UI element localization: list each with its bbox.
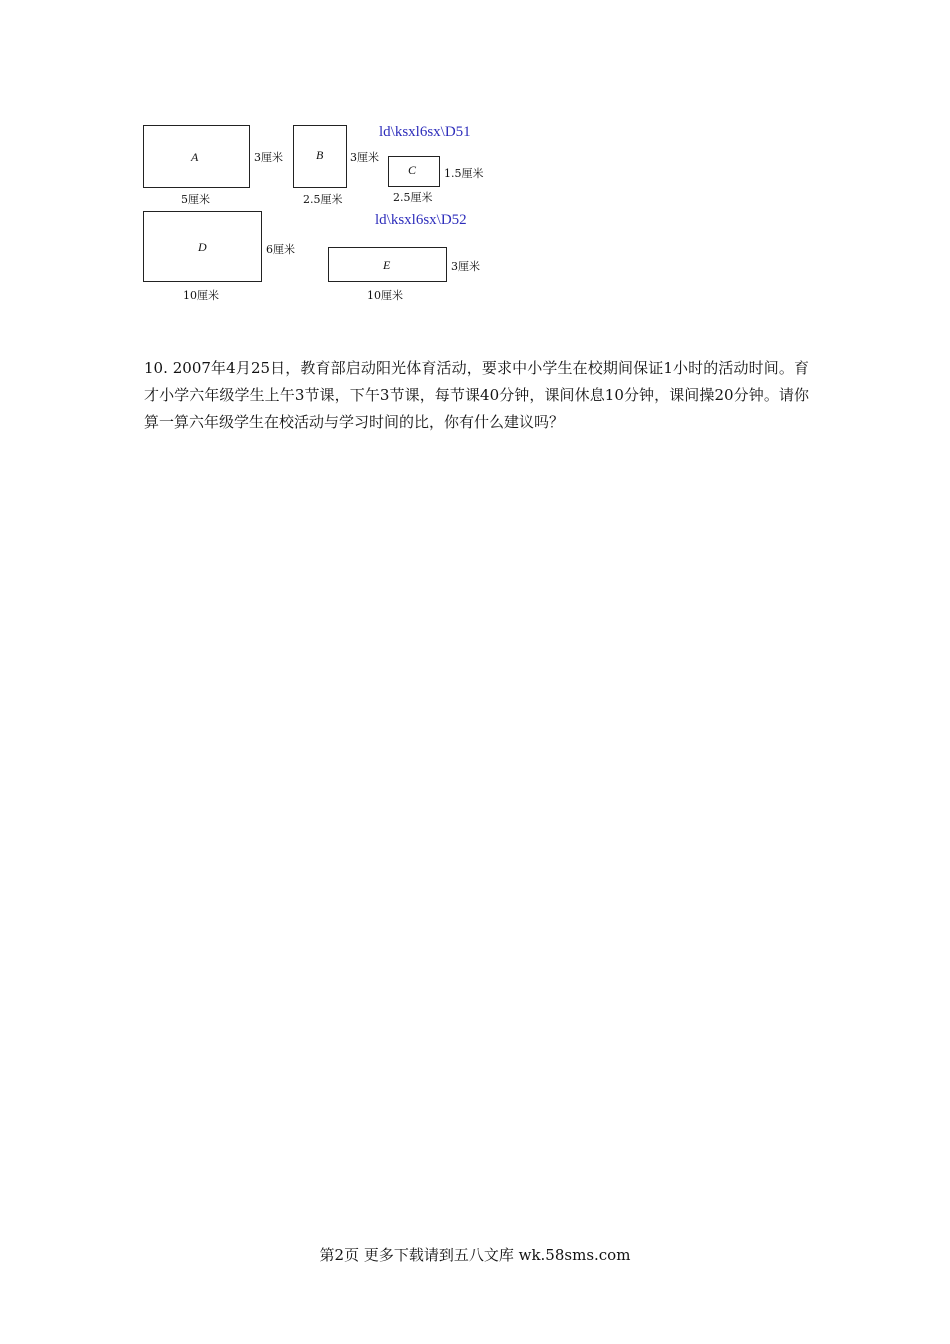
rectangle-e-label: E: [383, 258, 391, 272]
rectangle-a-label: A: [191, 150, 199, 164]
figure-code-d52: ld\ksxl6sx\D52: [375, 212, 467, 228]
rectangle-c-label: C: [408, 163, 417, 177]
rectangle-b-height: 3厘米: [350, 151, 379, 164]
question-10: 10. 2007年4月25日，教育部启动阳光体育活动，要求中小学生在校期间保证1小时的活动时间。育才小学六年级学生上午3节课，下午3节课，每节课40分钟，课间休息10分钟，课间操20分钟。请你算一算六年级学生在校活动与学习时间的比，你有什么建议吗？: [144, 359, 809, 431]
rectangle-d-width: 10厘米: [183, 289, 219, 302]
rectangle-d-height: 6厘米: [266, 243, 295, 256]
rectangle-c-height: 1.5厘米: [444, 167, 484, 180]
rectangle-a-width: 5厘米: [181, 193, 210, 206]
page-footer: 第2页 更多下载请到五八文库 wk.58sms.com: [319, 1246, 631, 1264]
figure-code-d51: ld\ksxl6sx\D51: [379, 124, 471, 140]
rectangle-e-height: 3厘米: [451, 260, 480, 273]
rectangle-e-width: 10厘米: [367, 289, 403, 302]
rectangle-d-label: D: [198, 240, 207, 254]
rectangle-c-width: 2.5厘米: [393, 191, 433, 204]
rectangle-a-height: 3厘米: [254, 151, 283, 164]
rectangle-b-label: B: [316, 148, 324, 162]
rectangle-b-width: 2.5厘米: [303, 193, 343, 206]
